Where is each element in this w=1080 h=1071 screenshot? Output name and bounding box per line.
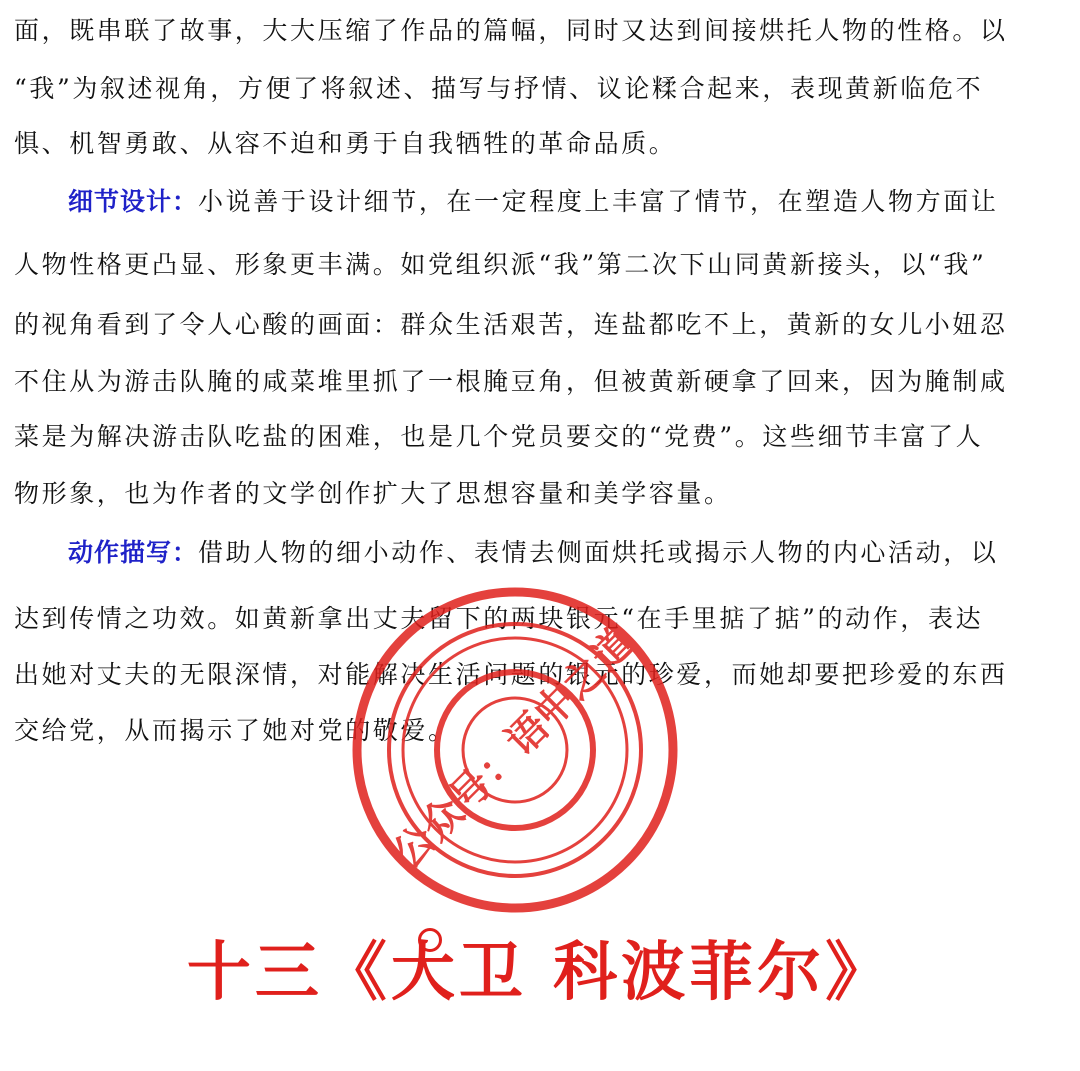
text-line: 人物性格更凸显、形象更丰满。如党组织派“我”第二次下山同黄新接头，以“我” (14, 250, 987, 279)
text-span: 借助人物的细小动作、表情去侧面烘托或揭示人物的内心活动，以 (198, 538, 999, 567)
text-line: “我”为叙述视角，方便了将叙述、描写与抒情、议论糅合起来，表现黄新临危不 (14, 74, 984, 103)
text-line: 不住从为游击队腌的咸菜堆里抓了一根腌豆角，但被黄新硬拿了回来，因为腌制咸 (14, 367, 1008, 396)
watermark-stamp (350, 585, 680, 915)
text-line: 物形象，也为作者的文学创作扩大了思想容量和美学容量。 (14, 479, 732, 508)
text-line: 的视角看到了令人心酸的画面：群众生活艰苦，连盐都吃不上，黄新的女儿小妞忍 (14, 310, 1008, 339)
section-heading: 十三《大卫 科波菲尔》 (186, 936, 894, 1010)
text-line: 面，既串联了故事，大大压缩了作品的篇幅，同时又达到间接烘托人物的性格。以 (14, 16, 1008, 45)
text-line (68, 185, 1070, 219)
watermark-text: 公众号：语中之道 (384, 619, 643, 878)
text-line: 出她对丈夫的无限深情，对能解决生活问题的银元的珍爱，而她却要把珍爱的东西 (14, 660, 1008, 689)
section-label-detail: 细节设计： (68, 187, 199, 216)
text-line: 达到传情之功效。如黄新拿出丈夫留下的两块银元“在手里掂了掂”的动作，表达 (14, 604, 984, 633)
section-label-action: 动作描写： (68, 538, 199, 567)
text-line: 交给党，从而揭示了她对党的敬爱。 (14, 716, 456, 745)
text-line: 惧、机智勇敢、从容不迫和勇于自我牺牲的革命品质。 (14, 129, 677, 158)
text-span: 小说善于设计细节，在一定程度上丰富了情节，在塑造人物方面让 (198, 187, 999, 216)
text-line (68, 536, 1070, 570)
text-line: 菜是为解决游击队吃盐的困难，也是几个党员要交的“党费”。这些细节丰富了人 (14, 422, 984, 451)
